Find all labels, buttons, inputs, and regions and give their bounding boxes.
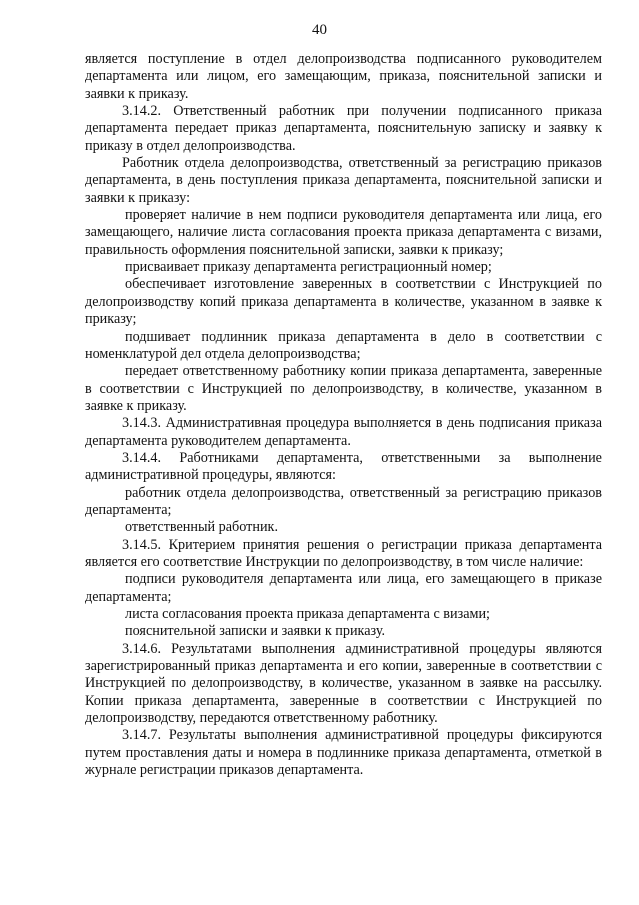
list-item-assign-number: присваивает приказу департамента регистрационный номер; <box>125 259 492 276</box>
paragraph-3-14-7: 3.14.7. Результаты выполнения административной процедуры фиксируются путем проставления даты и номера в подлиннике приказа департамента, отметкой в журнале регистрации приказов департамента. <box>85 727 602 779</box>
list-item-registrar: работник отдела делопроизводства, ответственный за регистрацию приказов департамента; <box>85 484 602 518</box>
paragraph-continuation: является поступление в отдел делопроизводства подписанного руководителем департамента или лицом, его замещающим, приказа, пояснительной записки и заявки к приказу. <box>85 51 602 102</box>
paragraph-3-14-4: 3.14.4. Работниками департамента, ответственными за выполнение административной процедуры, являются: <box>85 449 602 484</box>
paragraph-registrar-duties: Работник отдела делопроизводства, ответственный за регистрацию приказов департамента, в день поступления приказа департамента, пояснительной записки и заявки к приказу: <box>85 155 602 206</box>
paragraph-3-14-5: 3.14.5. Критерием принятия решения о регистрации приказа департамента является его соответствие Инструкции по делопроизводству, в том числе наличие: <box>85 536 602 570</box>
document-body <box>85 51 602 779</box>
paragraph-3-14-3: 3.14.3. Административная процедура выполняется в день подписания приказа департамента руководителем департамента. <box>85 415 602 449</box>
list-item-approval-sheet: листа согласования проекта приказа департамента с визами; <box>125 606 491 622</box>
paragraph-3-14-2: 3.14.2. Ответственный работник при получении подписанного приказа департамента передает приказ департамента, пояснительную записку и заявку к приказу в отдел делопроизводства. <box>85 103 602 154</box>
list-item-file-original: подшивает подлинник приказа департамента в дело в соответствии с номенклатурой дел отдела делопроизводства; <box>85 328 602 362</box>
list-item-make-copies: обеспечивает изготовление заверенных в соответствии с Инструкцией по делопроизводству копий приказа департамента в количестве, указанном в заявке к приказу; <box>85 276 602 328</box>
paragraph-3-14-6: 3.14.6. Результатами выполнения административной процедуры являются зарегистрированный приказ департамента и его копии, заверенные в соответствии с Инструкцией по делопроизводству, в количестве, указанном в заявке на рассылку. Копии приказа департамента, заверенные в соответствии с Инструкцией по делопроизводству, передаются ответственному работнику. <box>85 640 602 727</box>
list-item-hand-over-copies: передает ответственному работнику копии приказа департамента, заверенные в соответствии с Инструкцией по делопроизводству, в количестве, указанном в заявке к приказу. <box>85 363 602 414</box>
list-item-check-signature: проверяет наличие в нем подписи руководителя департамента или лица, его замещающего, наличие листа согласования проекта приказа департамента с визами, правильность оформления пояснительной записки, заявки к приказу; <box>85 207 602 258</box>
page-number: 40 <box>312 22 327 38</box>
list-item-responsible-worker: ответственный работник. <box>125 519 279 536</box>
list-item-explanatory-note: пояснительной записки и заявки к приказу. <box>125 623 386 640</box>
list-item-signature-present: подписи руководителя департамента или лица, его замещающего в приказе департамента; <box>85 571 602 605</box>
